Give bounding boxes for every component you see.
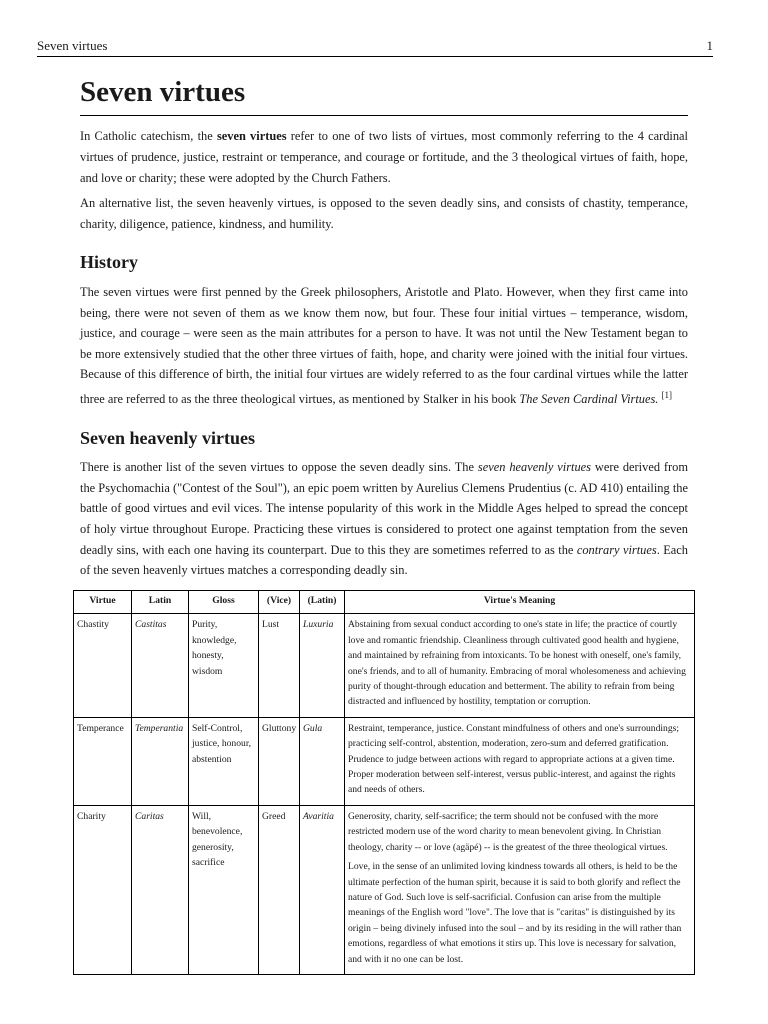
column-header-meaning: Virtue's Meaning [345,591,695,614]
virtues-table [73,590,695,975]
article-title: Seven virtues [80,76,688,116]
column-header-vice-latin: (Latin) [300,591,345,614]
vice-cell: Greed [259,805,300,974]
heavenly-paragraph: There is another list of the seven virtues to oppose the seven deadly sins. The seven heavenly virtues were derived from the Psychomachia ("Contest of the Soul"), an epic poem written by Aurelius Clemens Prudentius (c. AD 410) entailing the battle of good virtues and evil vices. The intense popularity of this work in the Middle Ages helped to spread the concept of holy virtue throughout Europe. Practicing these virtues is considered to protect one against temptation from the seven deadly sins, with each one having its counterpart. Due to this they are sometimes referred to as the contrary virtues. Each of the seven heavenly virtues matches a corresponding deadly sin. [80,460,688,578]
latin-cell: Temperantia [132,717,189,805]
page-number: 1 [706,38,713,53]
column-header-vice: (Vice) [259,591,300,614]
vice-latin-cell: Gula [300,717,345,805]
meaning-cell: Generosity, charity, self-sacrifice; the term should not be confused with the more restricted modern use of the word charity to mean benevolent giving. In Christian theology, charity -- or love (agäpé) -- is the greatest of the three theological virtues. Love, in the sense of an unlimited loving kindness towards all others, is held to be the ultimate perfection of the human spirit, because it is said to both glorify and reflect the nature of God. Such love is self-sacrificial. Confusion can arise from the multiple meanings of the English word "love". The love that is "caritas" is distinguished by its origin – being divinely infused into the soul – and by its residing in the will rather than emotions, regardless of what emotions it stirs up. This love is necessary for salvation, and with it no one can be lost. [345,805,695,974]
vice-cell: Gluttony [259,717,300,805]
section-heading-history: History [80,252,138,273]
latin-cell: Caritas [132,805,189,974]
meaning-cell: Abstaining from sexual conduct according to one's state in life; the practice of courtly love and romantic friendship. Cleanliness through cultivated good health and hygiene, and maintained by refraining from intoxicants. To be honest with oneself, one's family, one's friends, and to all of humanity. Embracing of moral wholesomeness and achieving purity of thought-through education and betterment. The ability to refrain from being distracted and influenced by hostility, temptation or corruption. [345,614,695,717]
bold-term: seven virtues [216,129,287,144]
table-row [74,614,695,717]
vice-cell: Lust [259,614,300,717]
article-body [80,76,688,586]
intro-paragraph-2: An alternative list, the seven heavenly virtues, is opposed to the seven deadly sins, and consists of chastity, temperance, charity, diligence, patience, kindness, and humility. [80,196,688,231]
latin-cell: Castitas [132,614,189,717]
column-header-virtue: Virtue [74,591,132,614]
virtue-cell: Chastity [74,614,132,717]
table-row [74,717,695,805]
book-title: The Seven Cardinal Virtues. [519,392,659,406]
vice-latin-cell: Avaritia [300,805,345,974]
running-header [37,38,713,57]
reference-link[interactable]: [1] [661,389,673,400]
intro-paragraph-1: In Catholic catechism, the seven virtues refer to one of two lists of virtues, most commonly referring to the 4 cardinal virtues of prudence, justice, restraint or temperance, and courage or fortitude, and the 3 theological virtues of faith, hope, and love or charity; these were adopted by the Church Fathers. [80,129,689,185]
column-header-latin: Latin [132,591,189,614]
gloss-cell: Purity, knowledge, honesty, wisdom [189,614,259,717]
table-header-row [74,591,695,614]
history-paragraph: The seven virtues were first penned by the Greek philosophers, Aristotle and Plato. However, when they first came into being, there were not seven of them as we know them now, but four. These four initial virtues – temperance, wisdom, justice, and courage – were seen as the main attributes for a person to have. It was not until the New Testament began to be more extensively studied that the other three virtues of faith, hope, and charity were joined with the initial four virtues. Because of this difference of birth, the initial four virtues are widely referred to as the four cardinal virtues while the latter three are referred to as the three theological virtues, as mentioned by Stalker in his book The Seven Cardinal Virtues. [1] [80,284,688,406]
gloss-cell: Self-Control, justice, honour, abstention [189,717,259,805]
table-row [74,805,695,974]
virtue-cell: Temperance [74,717,132,805]
column-header-gloss: Gloss [189,591,259,614]
gloss-cell: Will, benevolence, generosity, sacrifice [189,805,259,974]
running-header-title: Seven virtues [37,38,108,53]
section-heading-heavenly: Seven heavenly virtues [80,427,255,448]
vice-latin-cell: Luxuria [300,614,345,717]
meaning-cell: Restraint, temperance, justice. Constant mindfulness of others and one's surroundings; practicing self-control, abstention, moderation, zero-sum and deferred gratification. Prudence to judge between actions with regard to appropriate actions at a given time. Proper moderation between self-interest, versus public-interest, and against the rights and needs of others. [345,717,695,805]
virtue-cell: Charity [74,805,132,974]
